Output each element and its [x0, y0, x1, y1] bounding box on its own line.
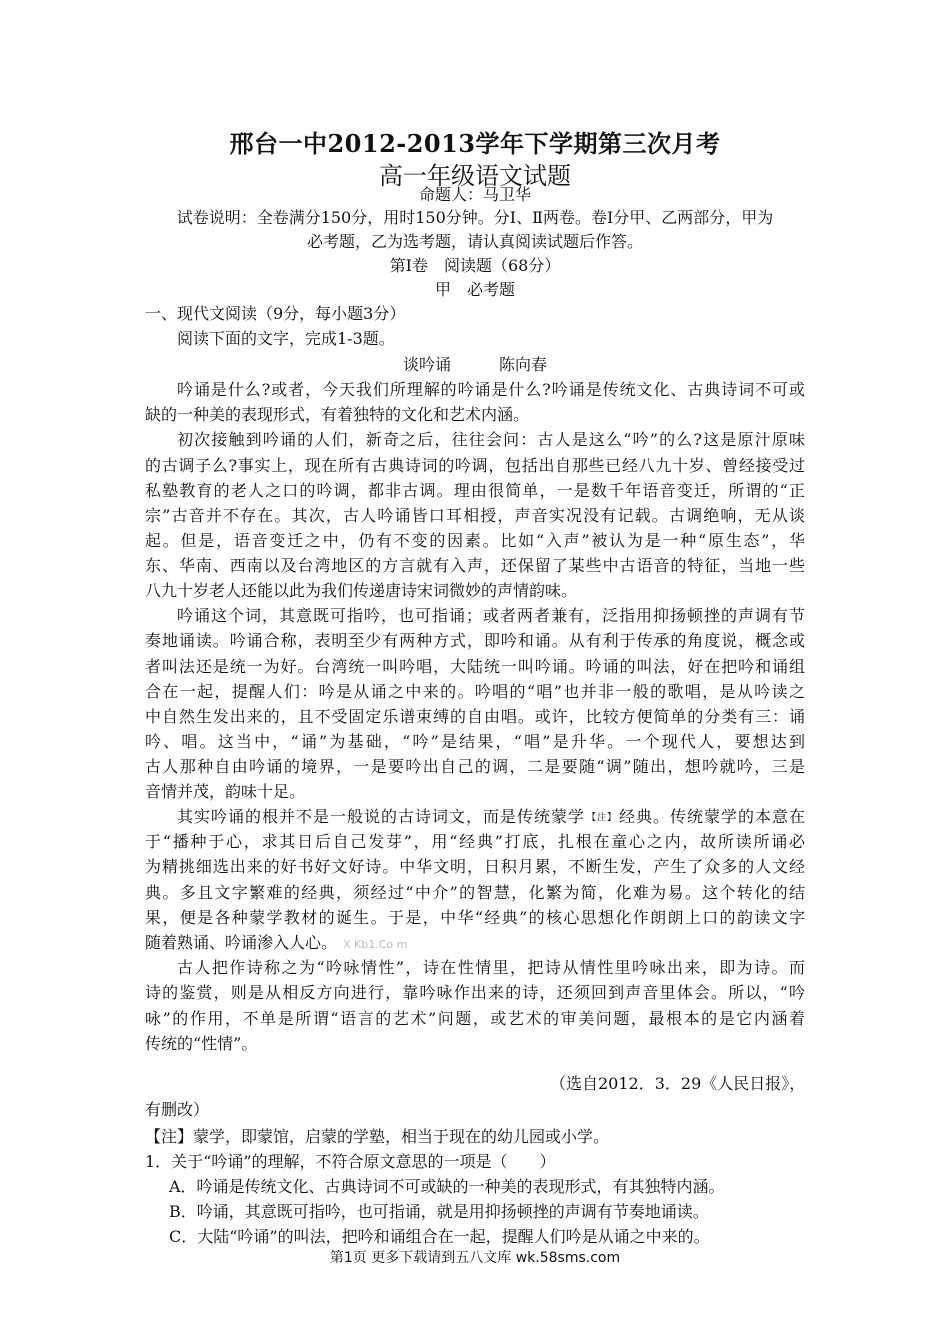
question-option-a: A．吟诵是传统文化、古典诗词不可或缺的一种美的表现形式，有其独特内涵。: [169, 1177, 725, 1196]
article-line: 私塾教育的老人之口的吟调，都非古调。理由很简单，一是数千年语音变迁，所谓的“正: [145, 481, 805, 500]
article-line: 的古调子么?事实上，现在所有古典诗词的吟调，包括出自那些已经八九十岁、曾经接受过: [145, 456, 805, 475]
article-line: 初次接触到吟诵的人们，新奇之后，往往会问：古人是这么“吟”的么?这是原汁原味: [177, 430, 805, 449]
section-instruction: 阅读下面的文字，完成1-3题。: [177, 329, 395, 348]
exam-subtitle: 高一年级语文试题: [379, 162, 571, 190]
article-line: 中自然生发出来的，且不受固定乐谱束缚的自由唱。或许，比较方便简单的分类有三：诵: [145, 707, 805, 726]
article-line: 东、华南、西南以及台湾地区的方言就有入声，还保留了某些中古语音的特征，当地一些: [145, 556, 805, 575]
article-text: 随着熟诵、吟诵渗入人心。: [145, 933, 338, 952]
question-option-b: B．吟诵，其意既可指吟，也可指诵，就是用抑扬顿挫的声调有节奏地诵读。: [169, 1202, 709, 1221]
article-line: 古人那种自由吟诵的境界，一是要吟出自己的调，二是要随“调”随出，想吟就吟，三是: [145, 757, 805, 776]
article-line: 起。但是，语音变迁之中，仍有不变的因素。比如“入声”被认为是一种“原生态”，华: [145, 531, 805, 550]
article-line: [145, 930, 407, 953]
watermark-text: X Kb1.Co m: [343, 938, 408, 951]
article-text: 经典。传统蒙学的本意在: [618, 807, 805, 826]
article-line: 缺的一种美的表现形式，有着独特的文化和艺术内涵。: [145, 405, 530, 424]
article-line: 为精挑细选出来的好书好文好诗。中华文明，日积月累，不断生发，产生了众多的人文经: [145, 857, 805, 876]
question-option-c: C．大陆“吟诵”的叫法，把吟和诵组合在一起，提醒人们吟是从诵之中来的。: [169, 1227, 710, 1246]
author-line: 命题人：马卫华: [418, 185, 531, 204]
article-line: 诗的鉴赏，则是从相反方向进行，靠吟咏作出来的诗，还须回到声音里体会。所以，“吟: [145, 983, 805, 1002]
question-stem: 1．关于“吟诵”的理解，不符合原文意思的一项是（ ）: [145, 1152, 556, 1171]
article-line: 吟诵这个词，其意既可指吟，也可指诵；或者两者兼有，泛指用抑扬顿挫的声调有节: [177, 606, 805, 625]
article-line: 于“播种于心，求其日后自己发芽”，用“经典”打底，扎根在童心之内，故所读所诵必: [145, 832, 805, 851]
article-line: 果，便是各种蒙学教材的诞生。于是，中华“经典”的核心思想化作朗朗上口的韵读文字: [145, 908, 805, 927]
source-citation-cont: 有删改）: [145, 1100, 210, 1119]
source-citation: （选自2012．3．29《人民日报》，: [550, 1074, 806, 1093]
article-line: 吟诵是什么?或者，今天我们所理解的吟诵是什么?吟诵是传统文化、古典诗词不可或: [177, 380, 805, 399]
instructions-line-2: 必考题，乙为选考题，请认真阅读试题后作答。: [306, 232, 643, 251]
article-line: 八九十岁老人还能以此为我们传递唐诗宋词微妙的声情韵味。: [145, 581, 578, 600]
page-footer: 第1页 更多下载请到五八文库 wk.58sms.com: [329, 1250, 621, 1266]
note-reference: 【注】: [586, 813, 617, 823]
exam-title: 邢台一中2012-2013学年下学期第三次月考: [229, 129, 721, 158]
article-line: [145, 804, 805, 827]
article-line: 奏地诵读。吟诵合称，表明至少有两种方式，即吟和诵。从有利于传承的角度说，概念或: [145, 631, 805, 650]
article-line: 咏”的作用，不单是所谓“语言的艺术”问题，或艺术的审美问题，最根本的是它内涵着: [145, 1009, 805, 1028]
article-line: 传统的“性情”。: [145, 1034, 258, 1053]
article-line: 吟、唱。这当中，“诵”为基础，“吟”是结果，“唱”是升华。一个现代人，要想达到: [145, 732, 805, 751]
article-line: 音情并茂，韵味十足。: [145, 782, 306, 801]
volume-title: 第Ⅰ卷 阅读题（68分）: [389, 256, 561, 275]
article-text: 其实吟诵的根并不是一般说的古诗词文，而是传统蒙学: [177, 807, 585, 826]
instructions-line-1: 试卷说明：全卷满分150分，用时150分钟。分Ⅰ、Ⅱ两卷。卷Ⅰ分甲、乙两部分，甲为: [176, 208, 774, 227]
footnote: 【注】蒙学，即蒙馆，启蒙的学塾，相当于现在的幼儿园或小学。: [145, 1127, 610, 1146]
article-title: 谈吟诵 陈向春: [402, 355, 547, 374]
section-heading: 一、现代文阅读（9分，每小题3分）: [145, 304, 406, 323]
article-line: 典。多且文字繁难的经典，须经过“中介”的智慧，化繁为简，化难为易。这个转化的结: [145, 883, 805, 902]
article-line: 者叫法还是统一为好。台湾统一叫吟唱，大陆统一叫吟诵。吟诵的叫法，好在把吟和诵组: [145, 657, 805, 676]
article-line: 合在一起，提醒人们：吟是从诵之中来的。吟唱的“唱”也并非一般的歌唱，是从吟读之: [145, 682, 805, 701]
article-line: 宗”古音并不存在。其次，古人吟诵皆口耳相授，声音实况没有记载。古调绝响，无从谈: [145, 506, 805, 525]
part-title: 甲 必考题: [434, 280, 515, 299]
article-line: 古人把作诗称之为“吟咏情性”，诗在性情里，把诗从情性里吟咏出来，即为诗。而: [177, 958, 805, 977]
